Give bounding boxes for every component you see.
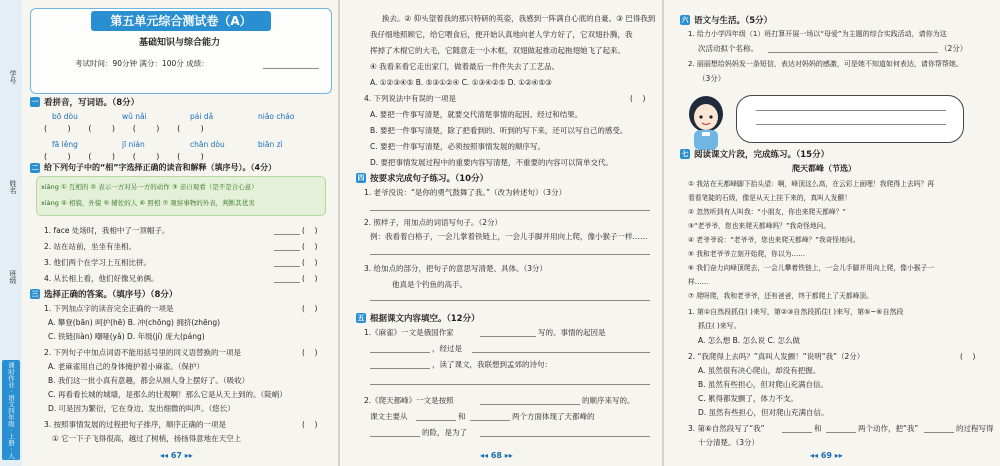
s5-q2-c: 课文主要从 <box>370 412 408 421</box>
blank-row-2[interactable]: ( ) ( ) ( ) ( ) <box>44 152 204 161</box>
s4-q1-answer[interactable] <box>370 210 650 211</box>
side-label-class: 班级 <box>9 270 17 284</box>
s5-q1-blank-4[interactable] <box>370 368 430 369</box>
r-q3-e: 十分清楚。（3分） <box>698 438 760 447</box>
r-q3-b: 和 <box>814 424 822 433</box>
bubble-line-2[interactable] <box>756 124 946 125</box>
section-4-number: 四 <box>357 174 365 182</box>
r-q2-opt-b: B. 虽然有些担心，但对爬山充满自信。 <box>698 380 828 389</box>
s4-q2-example: 例：我看着白格子，一会儿掌着铁链上，一会儿手脚并用向上爬，像小猴子一样…… <box>370 232 648 241</box>
side-band: 课时作业 · 语文四年级 · 上册 · 人 <box>2 360 20 460</box>
s5-q1-blank-3[interactable] <box>472 352 650 353</box>
page-number-67: ◂◂ 67 ▸▸ <box>160 451 193 460</box>
s6-q2: 2. 丽丽想给妈妈发一条短信，表达对妈妈的感激，可是她不知道如何表达，请你帮帮她。 <box>688 60 963 68</box>
r-q1-options: A. 怎么想 B. 怎么说 C. 怎么做 <box>698 336 800 345</box>
p68-line-3: 挥掉了木棍它的大毛，它随意走一小木框，双翅做起推动起拖翅她飞了起来。 <box>370 46 625 55</box>
r-q2-paren[interactable]: ( ) <box>960 352 976 361</box>
s3-item-2: A. 攀登(bān) 呵护(hē) B. 冲(chōng) 拥挤(zhēng) <box>48 318 221 327</box>
title-box <box>30 8 332 94</box>
s6-q1-b: 次活动拟个名称。 <box>698 44 758 53</box>
section-6-title: 语文与生活。（5分） <box>694 16 773 26</box>
q2-item-4: 4. 从长相上看，他们好像兄弟俩。 <box>44 274 159 283</box>
r-q2-opt-d: D. 虽然有些担心，但对爬山充满自信。 <box>698 408 829 417</box>
r-q1-b: 抓住( )来写。 <box>698 322 741 330</box>
s5-q1-b: 写的。事情的起因是 <box>538 328 606 337</box>
s5-q1-d: ，读了课文，我联想到孟郊的诗句： <box>432 360 552 369</box>
section-4-head <box>356 172 488 184</box>
section-6-number: 六 <box>681 16 689 24</box>
s4-q2: 2. 照样子，用加点的词语写句子。（2分） <box>364 218 503 227</box>
r-q3-d: 的过程写得 <box>956 424 994 433</box>
section-5-number: 五 <box>357 314 365 322</box>
s3-paren-3[interactable]: ( ) <box>302 420 318 429</box>
q2-paren-2[interactable]: ( ) <box>302 242 318 251</box>
s6-q1-answer[interactable] <box>768 52 938 53</box>
s4-q3: 3. 给加点的部分，把句子的意思写清楚、具体。（3分） <box>364 264 548 273</box>
section-2-number: 二 <box>31 163 39 172</box>
side-label-student-id: 学号 <box>9 70 17 84</box>
section-7-number: 七 <box>681 150 689 158</box>
r-q3-blank-3[interactable] <box>924 432 954 433</box>
q2-paren-1[interactable]: ( ) <box>302 226 318 235</box>
reading-line-5: ④ 老爷爷说：“老爷爷，您也来爬天都峰？”我奇怪地问。 <box>688 236 860 244</box>
s5-q1-blank-2[interactable] <box>370 352 430 353</box>
s5-q2-e: 两个方面体现了天都峰的 <box>512 412 595 421</box>
section-6-head <box>680 14 772 26</box>
bubble-line-1[interactable] <box>756 110 946 111</box>
section-1-head <box>30 96 139 108</box>
pinyin-1: bō dòu <box>52 112 78 121</box>
reading-line-7: ⑥ 我们奋力向峰顶爬去，一会儿攀着铁链上，一会儿手脚并用向上爬，像小猴子一 <box>688 264 935 272</box>
section-3-title: 选择正确的答案。（填序号）（8分） <box>44 290 178 300</box>
r-q1: 1. 第①自然段抓住( )来写，第②③自然段抓住( )来写，第⑤~⑥自然段 <box>688 308 904 316</box>
section-7-head <box>680 148 829 160</box>
s5-q1-blank-5[interactable] <box>370 384 650 385</box>
r-q2-opt-c: C. 累得都发颤了，体力不支。 <box>698 394 799 403</box>
q2-paren-4[interactable]: ( ) <box>302 274 318 283</box>
s5-q2: 2.《爬天都峰》一文是按照 <box>364 396 454 405</box>
pinyin-5: fā lěng <box>52 140 78 149</box>
q2-paren-3[interactable]: ( ) <box>302 258 318 267</box>
s5-q2-blank-3[interactable] <box>470 420 510 421</box>
s3-item-5: A. 老麻雀用自己的身体掩护着小麻雀。（保护） <box>48 362 205 371</box>
reading-line-6: ⑤ 我和老爷爷立刻开始爬，你以为…… <box>688 250 806 258</box>
pinyin-8: biān zì <box>258 140 283 149</box>
p68-line-1: 换去。② 仰头望着我的那只特研的英姿，我感到一阵满自心底的自豪。③ 巴得我到 <box>382 14 656 23</box>
s3-paren-2[interactable]: ( ) <box>302 348 318 357</box>
s5-q2-b: 的顺序来写的。 <box>582 396 635 405</box>
s5-q2-blank-4[interactable] <box>370 436 420 437</box>
exam-info: 考试时间：90分钟 满分：100分 成绩： <box>75 59 209 68</box>
xiang-line-2: xiàng ④ 相貌，外貌 ⑤ 辅佐的人 ⑥ 照相 ⑦ 观察事物的外表，判断其优劣 <box>41 199 255 207</box>
s5-q2-d: 和 <box>458 412 466 421</box>
xiang-definition-box <box>36 176 326 216</box>
s3-item-7: C. 再看看长城的城墙，是那么的壮观啊！那么它是从天上到的。（陡峭） <box>48 390 287 399</box>
r-q3-blank-1[interactable] <box>782 432 812 433</box>
speech-bubble-answer[interactable] <box>736 95 964 143</box>
q4-opt-b: B. 要把一件事写清楚，除了把看到的、听到的写下来，还可以写自己的感受。 <box>370 126 628 135</box>
reading-line-2: 看看笔陡的石级，像是从天上挂下来的，真叫人发颤！ <box>688 194 852 202</box>
page-68 <box>340 0 662 466</box>
s3-item-4: 2. 下列句子中加点词语不能用括号里的同义语替换的一项是 <box>44 348 242 357</box>
s4-q3-answer[interactable] <box>370 300 650 301</box>
section-5-title: 根据课文内容填空。（12分） <box>370 314 480 324</box>
xiang-line-1: xiāng ① 互相的 ② 表示一方对另一方的动作 ③ 亲自观看（是不是合心意） <box>41 183 258 191</box>
section-4-title: 按要求完成句子练习。（10分） <box>370 174 489 184</box>
q2-answer-4[interactable] <box>274 282 300 283</box>
r-q3-blank-2[interactable] <box>826 432 856 433</box>
q4-paren[interactable]: ( ) <box>630 94 646 103</box>
section-7-title: 阅读课文片段，完成练习。（15分） <box>694 150 830 160</box>
pinyin-7: chān dòu <box>190 140 225 149</box>
reading-line-4: ③“老爷爷，您也来爬天都峰吗？”我奇怪地问。 <box>688 222 831 230</box>
pinyin-3: pái dǎ <box>190 112 214 121</box>
reading-line-1: ① 我站在天都峰脚下抬头望：啊，峰顶这么高，在云彩上面哩！我爬得上去吗？再 <box>688 180 935 188</box>
s5-q2-blank-2[interactable] <box>416 420 456 421</box>
q2-answer-1[interactable] <box>274 234 300 235</box>
pinyin-2: wǔ nǎi <box>122 112 147 121</box>
section-2-head <box>30 162 276 173</box>
s3-item-10: ① 它一下子飞得很高，越过了树梢，扬扬得意地在天空上 <box>52 434 242 443</box>
p68-line-4: ④ 我看来看它走出家门，做着最后一件件失去了工艺品。 <box>370 62 560 71</box>
reading-line-3: ② 忽然听到有人叫我：“小朋友，你也来爬天都峰？” <box>688 208 847 216</box>
r-q3: 3. 第⑥自然段写了“我” <box>688 424 765 433</box>
s4-q3-sentence: 他真是个钓鱼的高手。 <box>392 280 467 289</box>
s3-item-3: C. 铁链(liàn) 嘲哑(yǎ) D. 年级(jí) 庞大(páng) <box>48 332 205 341</box>
s5-q1-c: ，经过是 <box>432 344 462 353</box>
reading-line-9: ⑦ 爬呀爬，我和老爷爷，还有爸爸，终于都爬上了天都峰顶。 <box>688 292 873 300</box>
section-3-number: 三 <box>31 290 39 298</box>
subtitle: 基础知识与综合能力 <box>139 38 221 48</box>
score-line[interactable] <box>263 68 319 69</box>
page-title: 第五单元综合测试卷（A） <box>91 11 271 31</box>
r-q3-c: 两个动作，把“我” <box>858 424 919 433</box>
s4-q1: 1. 老爷没说：“是你的勇气鼓舞了我。”（改为转述句）（3分） <box>364 188 567 197</box>
s5-q2-blank-1[interactable] <box>480 404 580 405</box>
q2-item-3: 3. 他们两个在学习上互相比拼。 <box>44 258 152 267</box>
section-1-number: 一 <box>31 98 39 106</box>
s3-item-8: D. 可是因为繁衍，它在身边，发出细微的叫声。（悠长） <box>48 404 235 413</box>
r-q2: 2. “我爬得上去吗？”真叫人发颤！”说明“我”（2分） <box>688 352 865 361</box>
p68-line-2: 我仔细地照顾它，给它喂食后，便开始认真地向老人学方好了，它双翅扑腾，我 <box>370 30 633 39</box>
s3-item-6: B. 我们这一批小真有意趣，都会从厕人身上摆好了。（吸收） <box>48 376 250 385</box>
q2-item-2: 2. 站在站前，坐坐有坐相。 <box>44 242 137 251</box>
girl-illustration <box>680 92 732 152</box>
page-67 <box>0 0 338 466</box>
q4-opt-a: A. 要把一件事写清楚，就要交代清楚事情的起因、经过和结果。 <box>370 110 583 119</box>
section-2-title: 给下列句子中的“相”字选择正确的读音和解释（填序号）。（4分） <box>44 163 277 172</box>
blank-row-1[interactable]: ( ) ( ) ( ) ( ) <box>44 124 204 133</box>
reading-line-8: 样…… <box>688 278 709 286</box>
q4-opt-c: C. 要把一件事写清楚，必须按照事情发展的顺序写。 <box>370 142 546 151</box>
s3-q3-options: A. ①②③④⑤ B. ⑤③①②④ C. ①③④②⑤ D. ①②④⑤③ <box>370 78 552 87</box>
s5-q2-blank-5[interactable] <box>480 436 650 437</box>
q2-item-1: 1. face 处场时，我相中了一顶帽子。 <box>44 226 170 235</box>
s5-q2-g: 的险，是为了 <box>422 428 467 437</box>
s4-q2-answer[interactable] <box>370 254 650 255</box>
q2-answer-2[interactable] <box>274 250 300 251</box>
section-5-head <box>356 312 480 324</box>
s5-q1-blank-1[interactable] <box>480 336 536 337</box>
s3-item-9: 3. 按照事情发展的过程把句子排序，顺序正确的一项是 <box>44 420 227 429</box>
s3-paren-1[interactable]: ( ) <box>302 304 318 313</box>
page-number-68: ◂◂ 68 ▸▸ <box>480 451 513 460</box>
q2-answer-3[interactable] <box>274 266 300 267</box>
pinyin-4: niǎo cháo <box>258 112 295 121</box>
reading-title: 爬天都峰（节选） <box>792 164 856 173</box>
s6-q1-score: （2分） <box>940 44 968 53</box>
q4-opt-d: D. 要把事情发展过程中的重要内容写清楚，不重要的内容可以简单交代。 <box>370 158 614 167</box>
binding-margin <box>0 0 22 466</box>
r-q2-opt-a: A. 虽然很有决心爬山，却没有把握。 <box>698 366 821 375</box>
s6-q2-score: （3分） <box>698 74 726 83</box>
page-69 <box>664 0 1000 466</box>
page-number-69: ◂◂ 69 ▸▸ <box>810 451 843 460</box>
side-label-name: 姓名 <box>9 180 17 194</box>
pinyin-6: jī nián <box>122 140 145 149</box>
s5-q1: 1.《麻雀》一文是俄国作家 <box>364 328 454 337</box>
section-3-head <box>30 288 177 300</box>
s3-item-1: 1. 下列加点字的读音完全正确的一项是 <box>44 304 174 313</box>
s6-q1: 1. 给力小学四年级（1）班打算开展一场以“母爱”为主题的综合实践活动，请你为这 <box>688 30 947 38</box>
section-1-title: 看拼音，写词语。（8分） <box>44 98 140 108</box>
q4-stem: 4. 下列说法中有误的一项是 <box>364 94 457 103</box>
